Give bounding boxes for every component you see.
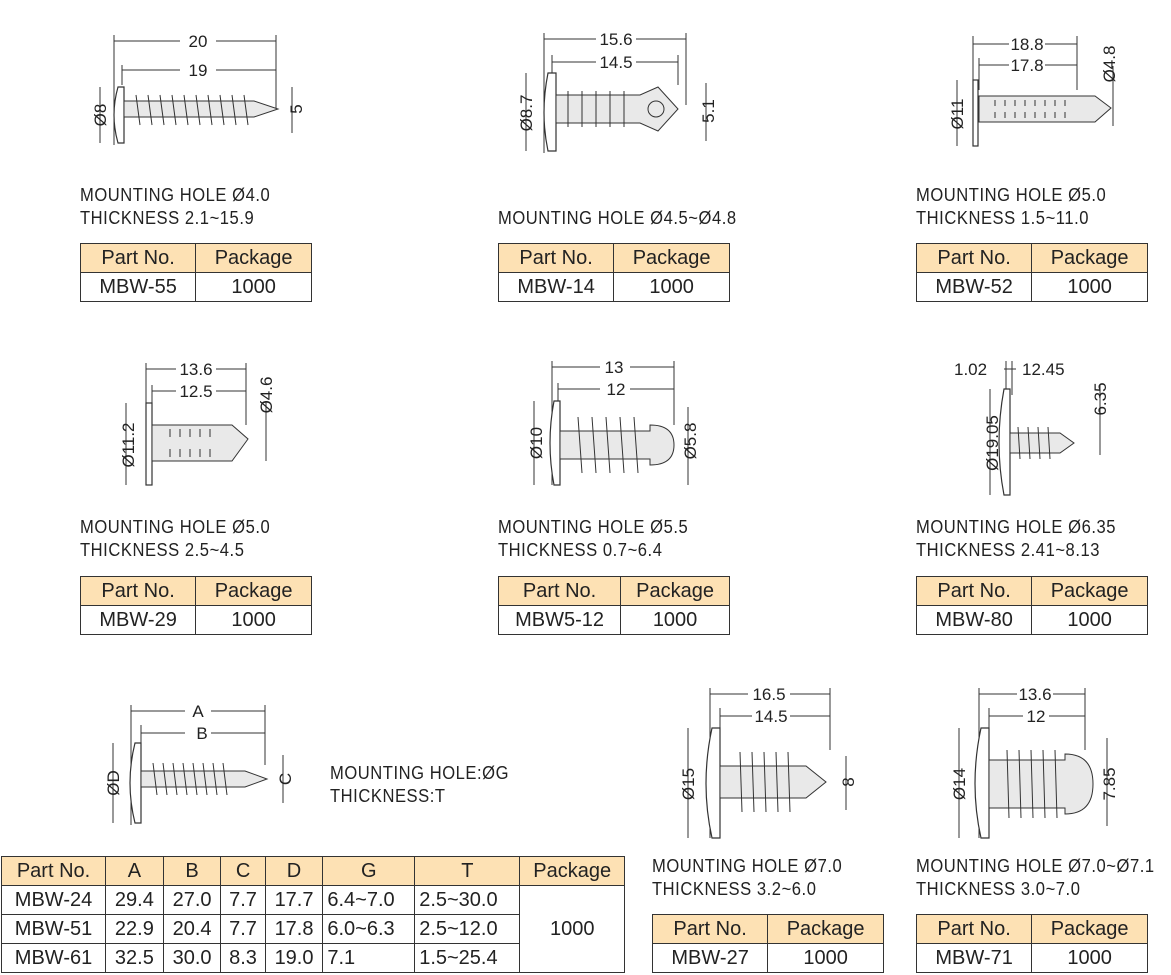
cell-t: 2.5~12.0	[415, 915, 520, 944]
mbw29-drawing	[110, 355, 310, 495]
generic-spec-table	[1, 856, 625, 973]
header-part-no: Part No.	[917, 915, 1032, 944]
cell-c: 7.7	[221, 886, 265, 915]
dim-length: 13.6	[179, 360, 213, 379]
mbw27-spec	[652, 855, 842, 901]
dim-head: Ø15	[679, 767, 698, 801]
dim-tip: 8	[839, 777, 858, 787]
dim-tip: Ø5.8	[681, 422, 700, 460]
mounting-hole: MOUNTING HOLE Ø4.0	[80, 185, 271, 205]
header-part-no: Part No.	[917, 244, 1032, 273]
mbw27-table	[652, 914, 884, 973]
header-part-no: Part No.	[81, 244, 196, 273]
mbw52-spec	[916, 184, 1106, 230]
cell-part: MBW-24	[2, 886, 106, 915]
header-package: Package	[196, 577, 312, 606]
cell-part: MBW-51	[2, 915, 106, 944]
header-package: Package	[196, 244, 312, 273]
dim-length: 15.6	[599, 30, 633, 49]
generic-drawing	[95, 695, 305, 830]
dim-shaft: 17.8	[1010, 56, 1044, 75]
dim-length: 16.5	[752, 685, 786, 704]
cell-g: 6.4~7.0	[323, 886, 415, 915]
mbw55-table	[80, 243, 312, 302]
mounting-hole: MOUNTING HOLE Ø7.0~Ø7.1	[916, 856, 1155, 876]
thickness: THICKNESS 0.7~6.4	[498, 540, 663, 560]
part-no: MBW-14	[499, 273, 614, 302]
mbw52-table	[916, 243, 1148, 302]
package: 1000	[196, 606, 312, 635]
mounting-hole: MOUNTING HOLE Ø5.5	[498, 517, 689, 537]
header-part-no: Part No.	[499, 577, 621, 606]
mounting-hole: MOUNTING HOLE:ØG	[330, 763, 510, 783]
dim-shaft: 14.5	[754, 707, 788, 726]
mbw512-table	[498, 576, 730, 635]
header-part-no: Part No.	[653, 915, 768, 944]
cell-d: 19.0	[265, 944, 323, 973]
dim-head: Ø14	[950, 767, 969, 801]
header-package: Package	[621, 577, 730, 606]
dim-length: 13	[604, 358, 624, 377]
part-no: MBW-55	[81, 273, 196, 302]
mbw80-table	[916, 576, 1148, 635]
mounting-hole: MOUNTING HOLE Ø6.35	[916, 517, 1117, 537]
dim-b: B	[196, 724, 208, 743]
mounting-hole: MOUNTING HOLE Ø5.0	[80, 517, 271, 537]
mounting-hole: MOUNTING HOLE Ø7.0	[652, 856, 843, 876]
package: 1000	[1032, 606, 1148, 635]
header-b: B	[163, 857, 221, 886]
dim-head-thick: 1.02	[954, 360, 988, 379]
header-c: C	[221, 857, 265, 886]
dim-length: 18.8	[1010, 35, 1044, 54]
dim-tip: Ø4.6	[257, 376, 276, 414]
dim-tip: Ø4.8	[1100, 45, 1119, 83]
thickness: THICKNESS 2.5~4.5	[80, 540, 245, 560]
header-part-no: Part No.	[2, 857, 106, 886]
package: 1000	[621, 606, 730, 635]
dim-length: 12.45	[1022, 360, 1065, 379]
header-package: Package	[614, 244, 730, 273]
mbw29-spec	[80, 516, 270, 562]
dim-head: Ø10	[527, 426, 546, 460]
dim-shaft: 19	[188, 61, 208, 80]
header-g: G	[323, 857, 415, 886]
header-part-no: Part No.	[917, 577, 1032, 606]
cell-part: MBW-61	[2, 944, 106, 973]
mbw14-drawing	[510, 25, 730, 155]
header-package: Package	[520, 857, 625, 886]
cell-a: 32.5	[106, 944, 164, 973]
thickness: THICKNESS 2.41~8.13	[916, 540, 1100, 560]
dim-shaft: 12	[606, 380, 626, 399]
part-no: MBW-27	[653, 944, 768, 973]
cell-b: 30.0	[163, 944, 221, 973]
cell-d: 17.8	[265, 915, 323, 944]
mbw29-table	[80, 576, 312, 635]
header-package: Package	[1032, 915, 1148, 944]
mbw27-drawing	[670, 680, 870, 850]
header-t: T	[415, 857, 520, 886]
dim-shaft: 12	[1026, 707, 1046, 726]
part-no: MBW-80	[917, 606, 1032, 635]
mbw80-drawing	[950, 355, 1150, 500]
dim-length: 13.6	[1018, 685, 1052, 704]
package: 1000	[196, 273, 312, 302]
package: 1000	[768, 944, 884, 973]
cell-a: 29.4	[106, 886, 164, 915]
header-d: D	[265, 857, 323, 886]
dim-head: Ø8.7	[517, 94, 536, 132]
dim-tip: 5	[287, 104, 306, 114]
package: 1000	[614, 273, 730, 302]
table-row	[2, 886, 625, 915]
mbw71-table	[916, 914, 1148, 973]
mbw55-spec	[80, 184, 270, 230]
part-no: MBW-71	[917, 944, 1032, 973]
cell-b: 27.0	[163, 886, 221, 915]
cell-c: 8.3	[221, 944, 265, 973]
mbw80-spec	[916, 516, 1116, 562]
part-no: MBW-29	[81, 606, 196, 635]
cell-a: 22.9	[106, 915, 164, 944]
dim-c: C	[276, 772, 295, 786]
dim-head: Ø19.05	[983, 415, 1002, 471]
thickness: THICKNESS 3.2~6.0	[652, 879, 817, 899]
thickness: THICKNESS 2.1~15.9	[80, 208, 255, 228]
dim-head: Ø11	[948, 98, 967, 130]
mbw52-drawing	[935, 30, 1135, 160]
package: 1000	[1032, 944, 1148, 973]
dim-a: A	[192, 702, 204, 721]
mbw14-spec	[498, 207, 737, 230]
part-no: MBW-52	[917, 273, 1032, 302]
package: 1000	[1032, 273, 1148, 302]
cell-g: 6.0~6.3	[323, 915, 415, 944]
generic-spec	[330, 762, 509, 808]
cell-g: 7.1	[323, 944, 415, 973]
dim-tip: 6.35	[1091, 382, 1110, 416]
cell-d: 17.7	[265, 886, 323, 915]
mbw14-table	[498, 243, 730, 302]
dim-shaft: 12.5	[179, 382, 213, 401]
thickness: THICKNESS 1.5~11.0	[916, 208, 1090, 228]
cell-b: 20.4	[163, 915, 221, 944]
dim-head: Ø8	[91, 103, 110, 127]
dim-length: 20	[188, 32, 208, 51]
dim-shaft: 14.5	[599, 53, 633, 72]
header-a: A	[106, 857, 164, 886]
cell-t: 2.5~30.0	[415, 886, 520, 915]
dim-d: ØD	[104, 770, 123, 796]
mbw512-spec	[498, 516, 688, 562]
cell-c: 7.7	[221, 915, 265, 944]
mbw512-drawing	[520, 355, 720, 495]
part-no: MBW5-12	[499, 606, 621, 635]
thickness: THICKNESS:T	[330, 786, 446, 806]
mbw71-drawing	[945, 680, 1145, 850]
header-part-no: Part No.	[81, 577, 196, 606]
thickness: THICKNESS 3.0~7.0	[916, 879, 1081, 899]
mbw71-spec	[916, 855, 1155, 901]
mounting-hole: MOUNTING HOLE Ø5.0	[916, 185, 1107, 205]
header-part-no: Part No.	[499, 244, 614, 273]
header-package: Package	[1032, 244, 1148, 273]
cell-t: 1.5~25.4	[415, 944, 520, 973]
header-package: Package	[768, 915, 884, 944]
header-package: Package	[1032, 577, 1148, 606]
dim-tip: 7.85	[1100, 767, 1119, 801]
dim-tip: 5.1	[699, 99, 718, 123]
cell-package: 1000	[520, 886, 625, 973]
mbw55-drawing	[80, 25, 320, 155]
mounting-hole: MOUNTING HOLE Ø4.5~Ø4.8	[498, 208, 737, 228]
dim-head: Ø11.2	[119, 422, 138, 468]
